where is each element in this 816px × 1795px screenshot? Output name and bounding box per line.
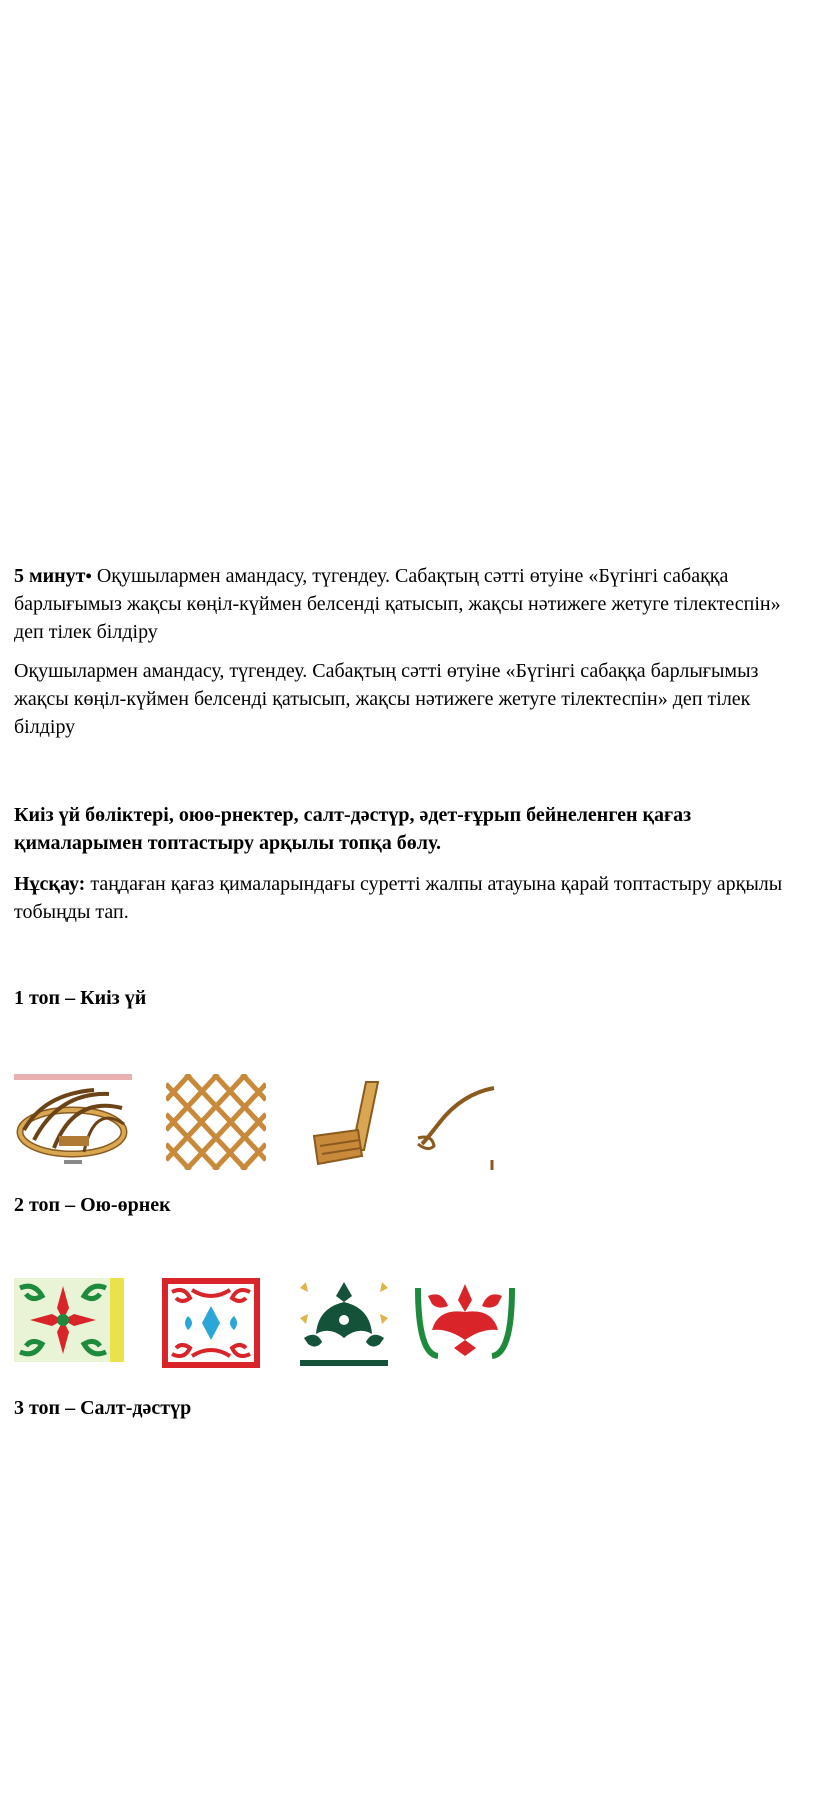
instruction-line2: тобыңды тап. [14,901,129,923]
intro-paragraph [14,562,804,646]
group3-heading: 3 топ – Салт-дәстүр [14,1397,192,1419]
ornament-green-red-icon [14,1278,124,1362]
intro-text-line3: деп тілек білдіру [14,621,158,643]
repeat-line1: Оқушылармен амандасу, түгендеу. Сабақтың сәтті өтуіне «Бүгінгі сабаққа барлығымыз [14,660,759,682]
task-title-line2: қималарымен топтастыру арқылы топқа бөлу. [14,832,441,854]
intro-text-line1: Оқушылармен амандасу, түгендеу. Сабақтың сәтті өтуіне «Бүгінгі сабаққа [91,565,729,587]
repeat-line2: жақсы көңіл-күймен белсенді қатысып, жақсы нәтижеге жетуге тілектеспін» деп тілек [14,688,751,710]
kerege-lattice-icon [166,1074,266,1170]
instruction-paragraph [14,870,804,926]
group1-heading: 1 топ – Киіз үй [14,987,147,1009]
ornament-dark-green-icon [300,1278,388,1372]
bullet-icon: • [85,566,92,586]
repeat-line3: білдіру [14,716,76,738]
ornament-red-green-icon [414,1278,516,1362]
ornaments-row [0,1278,816,1374]
door-frame-icon [306,1074,390,1170]
ornament-red-blue-icon [162,1278,260,1368]
task-title [14,801,804,857]
intro-text-line2: барлығымыз жақсы көңіл-күймен белсенді қатысып, жақсы нәтижеге жетуге тілектеспін» [14,593,781,615]
instruction-label: Нұсқау: [14,873,86,895]
yurt-parts-row [0,1074,816,1170]
group2-heading: 2 топ – Ою-өрнек [14,1194,171,1216]
task-title-line1: Киіз үй бөліктері, оюө-рнектер, салт-дәстүр, әдет-ғұрып бейнеленген қағаз [14,804,692,826]
shanyrak-icon [14,1074,132,1170]
minutes-label: 5 минут [14,565,86,587]
repeat-paragraph [14,657,804,741]
uyk-pole-icon [412,1074,498,1170]
instruction-line1: таңдаған қағаз қималарындағы суретті жалпы атауына қарай топтастыру арқылы [85,873,783,895]
